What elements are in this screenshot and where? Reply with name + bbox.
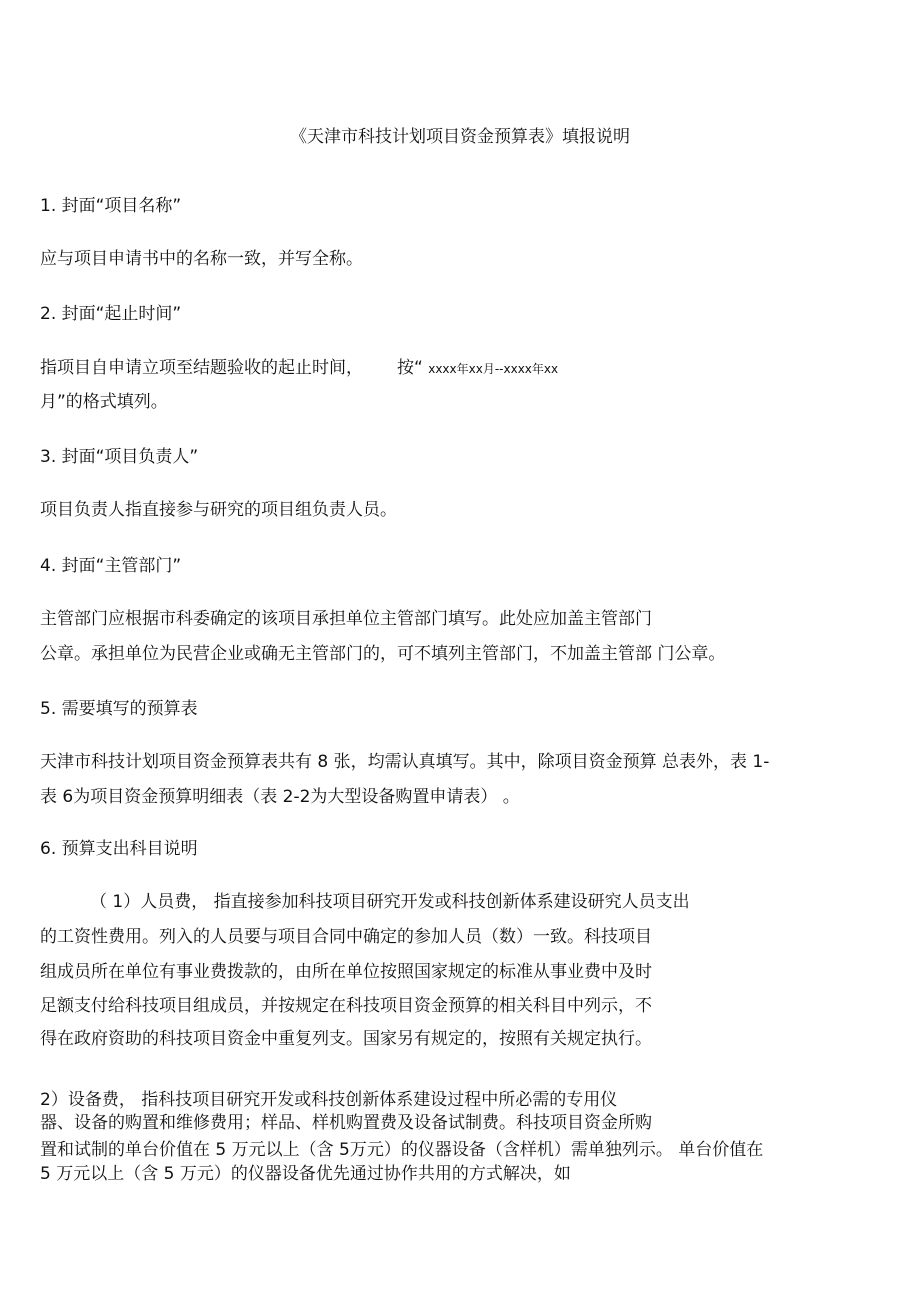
- equipment-cost-line-2: 器、设备的购置和维修费用；样品、样机购置费及设备试制费。科技项目资金所购: [40, 1113, 652, 1133]
- personnel-cost-line-2: 的工资性费用。列入的人员要与项目合同中确定的参加人员（数）一致。科技项目: [40, 927, 652, 947]
- section-5-body-line-2: 表 6为项目资金预算明细表（表 2-2为大型设备购置申请表） 。: [40, 787, 520, 807]
- document-title: 《天津市科技计划项目资金预算表》填报说明: [290, 127, 630, 147]
- section-5-heading: 5. 需要填写的预算表: [40, 699, 198, 719]
- section-2-heading: 2. 封面“起止时间”: [40, 304, 182, 324]
- personnel-cost-line-3: 组成员所在单位有事业费拨款的，由所在单位按照国家规定的标准从事业费中及时: [40, 962, 652, 982]
- section-4-heading: 4. 封面“主管部门”: [40, 556, 182, 576]
- section-2-body-line-1: [40, 357, 558, 380]
- section-5-body-line-1: 天津市科技计划项目资金预算表共有 8 张，均需认真填写。其中，除项目资金预算 总表外，表 1-: [40, 752, 770, 772]
- personnel-cost-line-5: 得在政府资助的科技项目资金中重复列支。国家另有规定的，按照有关规定执行。: [40, 1029, 652, 1049]
- equipment-cost-line-1: 2）设备费， 指科技项目研究开发或科技创新体系建设过程中所必需的专用仪: [40, 1090, 618, 1110]
- section-4-body-line-2: 公章。承担单位为民营企业或确无主管部门的，可不填列主管部门，不加盖主管部 门公章。: [40, 644, 726, 664]
- section-2-body-line-2: 月”的格式填列。: [40, 392, 168, 412]
- section-1-heading: 1. 封面“项目名称”: [40, 196, 182, 216]
- date-format-example: xxxx年xx月--xxxx年xx: [428, 362, 559, 376]
- personnel-cost-line-1: （ 1）人员费， 指直接参加科技项目研究开发或科技创新体系建设研究人员支出: [90, 892, 690, 912]
- section-4-body-line-1: 主管部门应根据市科委确定的该项目承担单位主管部门填写。此处应加盖主管部门: [40, 609, 652, 629]
- section-6-heading: 6. 预算支出科目说明: [40, 839, 198, 859]
- section-3-body: 项目负责人指直接参与研究的项目组负责人员。: [40, 500, 397, 520]
- section-3-heading: 3. 封面“项目负责人”: [40, 447, 199, 467]
- personnel-cost-line-4: 足额支付给科技项目组成员，并按规定在科技项目资金预算的相关科目中列示，不: [40, 996, 652, 1016]
- equipment-cost-line-3: 置和试制的单台价值在 5 万元以上（含 5万元）的仪器设备（含样机）需单独列示。 单台价值在: [40, 1140, 764, 1160]
- section-1-body: 应与项目申请书中的名称一致，并写全称。: [40, 249, 363, 269]
- section-2-body-text: 指项目自申请立项至结题验收的起止时间，: [40, 358, 363, 378]
- section-2-body-quote: 按“: [397, 358, 423, 378]
- equipment-cost-line-4: 5 万元以上（含 5 万元）的仪器设备优先通过协作共用的方式解决，如: [40, 1164, 571, 1184]
